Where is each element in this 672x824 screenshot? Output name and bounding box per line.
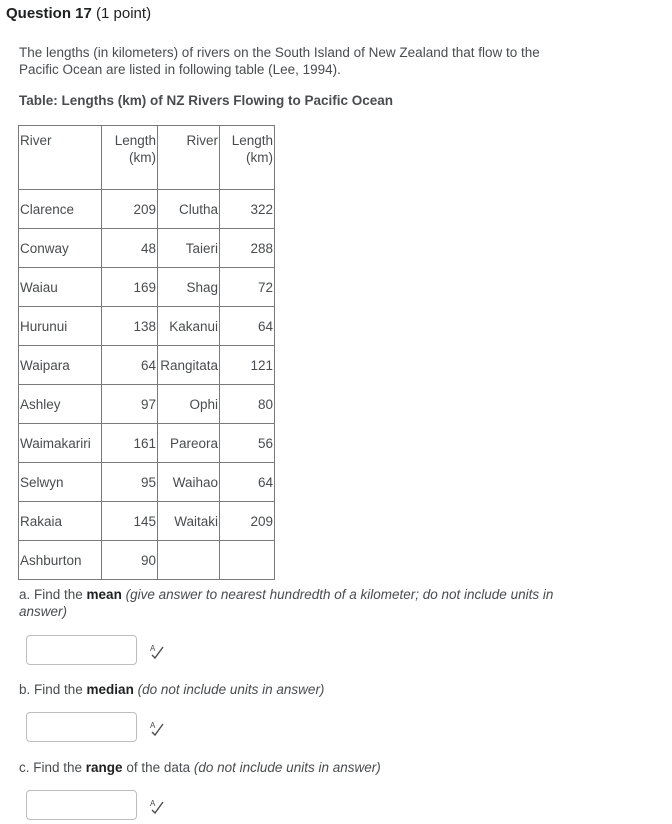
river-length: 145: [102, 502, 158, 541]
river-name: Hurunui: [19, 307, 102, 346]
river-length: 97: [102, 385, 158, 424]
table-row: [19, 346, 275, 385]
river-length: [220, 541, 275, 580]
header-length-2: Length (km): [220, 126, 275, 190]
river-name: Waipara: [19, 346, 102, 385]
part-a-keyword: mean: [86, 587, 122, 602]
river-length: 64: [220, 307, 275, 346]
question-intro: The lengths (in kilometers) of rivers on the South Island of New Zealand that flow to the Pacific Ocean are listed in following table (Lee, 1994).: [19, 45, 540, 77]
part-c-instructions: (do not include units in answer): [193, 760, 381, 775]
river-name: Pareora: [158, 424, 220, 463]
part-b-prompt: [19, 681, 559, 698]
river-name: Ashburton: [19, 541, 102, 580]
question-title: [6, 5, 151, 22]
river-length: 161: [102, 424, 158, 463]
river-name: Clutha: [158, 190, 220, 229]
river-length: 138: [102, 307, 158, 346]
table-row: [19, 541, 275, 580]
part-b-instructions: (do not include units in answer): [137, 682, 325, 697]
river-name: [158, 541, 220, 580]
river-length: 90: [102, 541, 158, 580]
question-number: Question 17: [6, 5, 92, 22]
svg-text:A: A: [150, 799, 156, 808]
part-a-prompt: [19, 586, 559, 620]
table-row: [19, 463, 275, 502]
river-length: 288: [220, 229, 275, 268]
part-b-keyword: median: [86, 682, 134, 697]
table-row: [19, 385, 275, 424]
header-length-1: Length (km): [102, 126, 158, 190]
spellcheck-icon[interactable]: [149, 720, 165, 736]
spellcheck-icon[interactable]: [149, 798, 165, 814]
svg-text:A: A: [150, 721, 156, 730]
part-c-keyword: range: [85, 760, 123, 775]
table-caption: Table: Lengths (km) of NZ Rivers Flowing to Pacific Ocean: [19, 93, 394, 108]
river-name: Selwyn: [19, 463, 102, 502]
river-name: Taieri: [158, 229, 220, 268]
river-length: 95: [102, 463, 158, 502]
river-name: Waiau: [19, 268, 102, 307]
river-length: 48: [102, 229, 158, 268]
river-name: Rakaia: [19, 502, 102, 541]
header-river-2: River: [158, 126, 220, 190]
table-row: [19, 229, 275, 268]
river-length: 322: [220, 190, 275, 229]
table-row: [19, 502, 275, 541]
part-c-middle: of the data: [122, 760, 194, 775]
table-row: [19, 307, 275, 346]
river-name: Waimakariri: [19, 424, 102, 463]
river-name: Shag: [158, 268, 220, 307]
table-row: [19, 268, 275, 307]
part-b-prefix: b. Find the: [19, 682, 87, 697]
river-name: Rangitata: [158, 346, 220, 385]
spellcheck-icon[interactable]: [149, 643, 165, 659]
river-length: 209: [102, 190, 158, 229]
part-c-answer-input[interactable]: [26, 790, 137, 820]
river-name: Waihao: [158, 463, 220, 502]
river-name: Waitaki: [158, 502, 220, 541]
river-name: Clarence: [19, 190, 102, 229]
table-row: [19, 190, 275, 229]
header-river-1: River: [19, 126, 102, 190]
river-length: 72: [220, 268, 275, 307]
river-length: 121: [220, 346, 275, 385]
part-c-prefix: c. Find the: [19, 760, 86, 775]
rivers-table: [18, 125, 275, 580]
part-c-prompt: [19, 759, 559, 776]
part-a-prefix: a. Find the: [19, 587, 87, 602]
river-name: Kakanui: [158, 307, 220, 346]
question-points: (1 point): [96, 5, 152, 22]
river-length: 64: [102, 346, 158, 385]
part-a-answer-input[interactable]: [26, 635, 137, 665]
river-length: 169: [102, 268, 158, 307]
part-b-answer-input[interactable]: [26, 712, 137, 742]
table-header-row: [19, 126, 275, 190]
svg-text:A: A: [150, 644, 156, 653]
river-length: 56: [220, 424, 275, 463]
river-name: Conway: [19, 229, 102, 268]
part-a-instructions: (give answer to nearest hundredth of a kilometer; do not include units in answer): [19, 587, 554, 619]
river-length: 209: [220, 502, 275, 541]
river-name: Ophi: [158, 385, 220, 424]
river-length: 80: [220, 385, 275, 424]
river-name: Ashley: [19, 385, 102, 424]
river-length: 64: [220, 463, 275, 502]
table-row: [19, 424, 275, 463]
